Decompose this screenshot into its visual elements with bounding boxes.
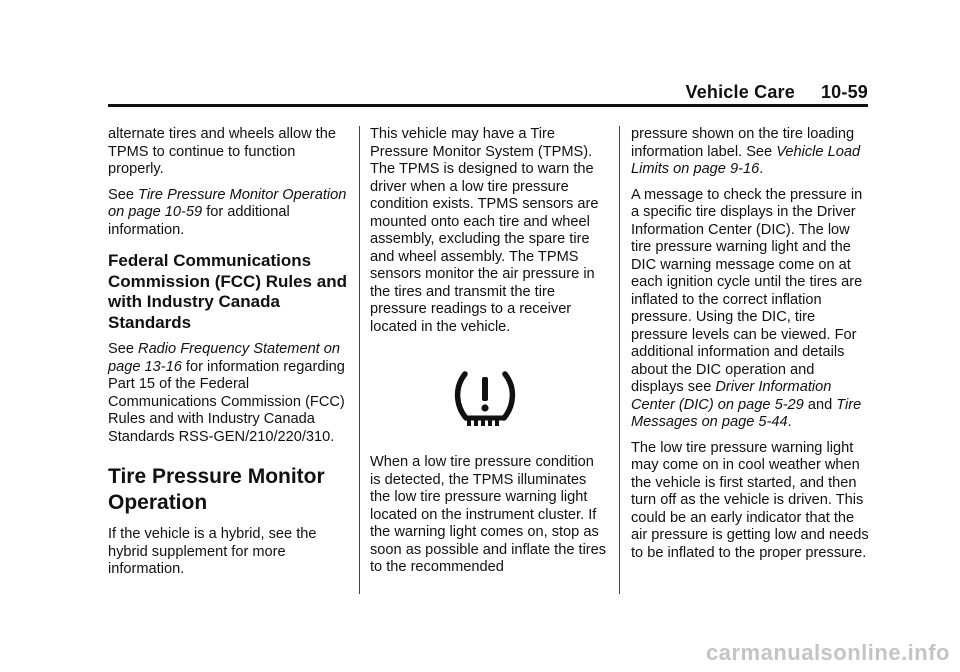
tire-pressure-icon-container (362, 344, 607, 454)
column-divider-1 (359, 126, 360, 594)
page-title: Vehicle Care 10-59 (685, 82, 868, 102)
cross-reference-link[interactable]: Driver Information Center (DIC) on page 5-29 (631, 379, 832, 413)
text: See (108, 186, 139, 203)
section-heading-fcc: Federal Communications Commission (FCC) Rules and with Industry Canada Standards (108, 251, 347, 332)
text: and (803, 396, 837, 413)
tire-pressure-warning-icon (453, 368, 517, 430)
column-2 (370, 126, 607, 585)
cross-reference-link[interactable]: Tire Messages on page 5-44 (631, 396, 862, 430)
text: . (759, 161, 764, 177)
section-heading-tire-pressure-monitor-operation: Tire Pressure Monitor Operation (108, 465, 325, 514)
watermark: carmanualsonline.info (706, 640, 950, 665)
page-header (108, 76, 868, 108)
paragraph: If the vehicle is a hybrid, see the hybrid supplement for more information. (108, 526, 317, 577)
cross-reference-link[interactable]: Radio Frequency Statement on page 13-16 (108, 341, 341, 375)
column-1 (108, 126, 353, 587)
text: . (787, 414, 792, 430)
text: for additional information. (108, 204, 290, 238)
paragraph (108, 187, 353, 240)
text: A message to check the pressure in a specific tire displays in the Driver Information Center (DIC). The low tire pressure warning light and the DIC warning message come on at each ignition cycle until the tires are inflated to the correct inflation pressure. Using the DIC, tire pressure levels can be viewed. For additional information and details about the DIC operation and displays see (631, 186, 863, 395)
paragraph: The low tire pressure warning light may come on in cool weather when the vehicle is first started, and then turn off as the vehicle is driven. This could be an early indicator that the air pressure is getting low and needs to be inflated to the proper pressure. (631, 439, 869, 561)
column-3 (631, 126, 871, 570)
cross-reference-link[interactable]: Vehicle Load Limits on page 9-16 (631, 143, 861, 177)
text: pressure shown on the tire loading information label. See (631, 126, 855, 160)
header-rule (108, 104, 868, 107)
cross-reference-link[interactable]: Tire Pressure Monitor Operation on page 10-59 (108, 186, 347, 220)
paragraph: alternate tires and wheels allow the TPMS to continue to function properly. (108, 126, 336, 177)
text: See (108, 341, 139, 357)
paragraph: When a low tire pressure condition is detected, the TPMS illuminates the low tire pressure warning light located on the instrument cluster. If the warning light comes on, stop as soon as possible and inflate the tires to the recommended (370, 454, 607, 575)
paragraph (631, 187, 871, 432)
column-divider-2 (619, 126, 620, 594)
text: for information regarding Part 15 of the Federal Communications Commission (FCC) Rules and with Industry Canada Standards RSS-GEN/210/220/310. (108, 358, 345, 445)
paragraph: This vehicle may have a Tire Pressure Monitor System (TPMS). The TPMS is designed to warn the driver when a low tire pressure condition exists. TPMS sensors are mounted onto each tire and wheel assembly, excluding the spare tire and wheel assembly. The TPMS sensors monitor the air pressure in the tires and transmit the tire pressure readings to a receiver located in the vehicle. (370, 126, 599, 335)
paragraph (108, 341, 353, 446)
paragraph (631, 126, 871, 179)
